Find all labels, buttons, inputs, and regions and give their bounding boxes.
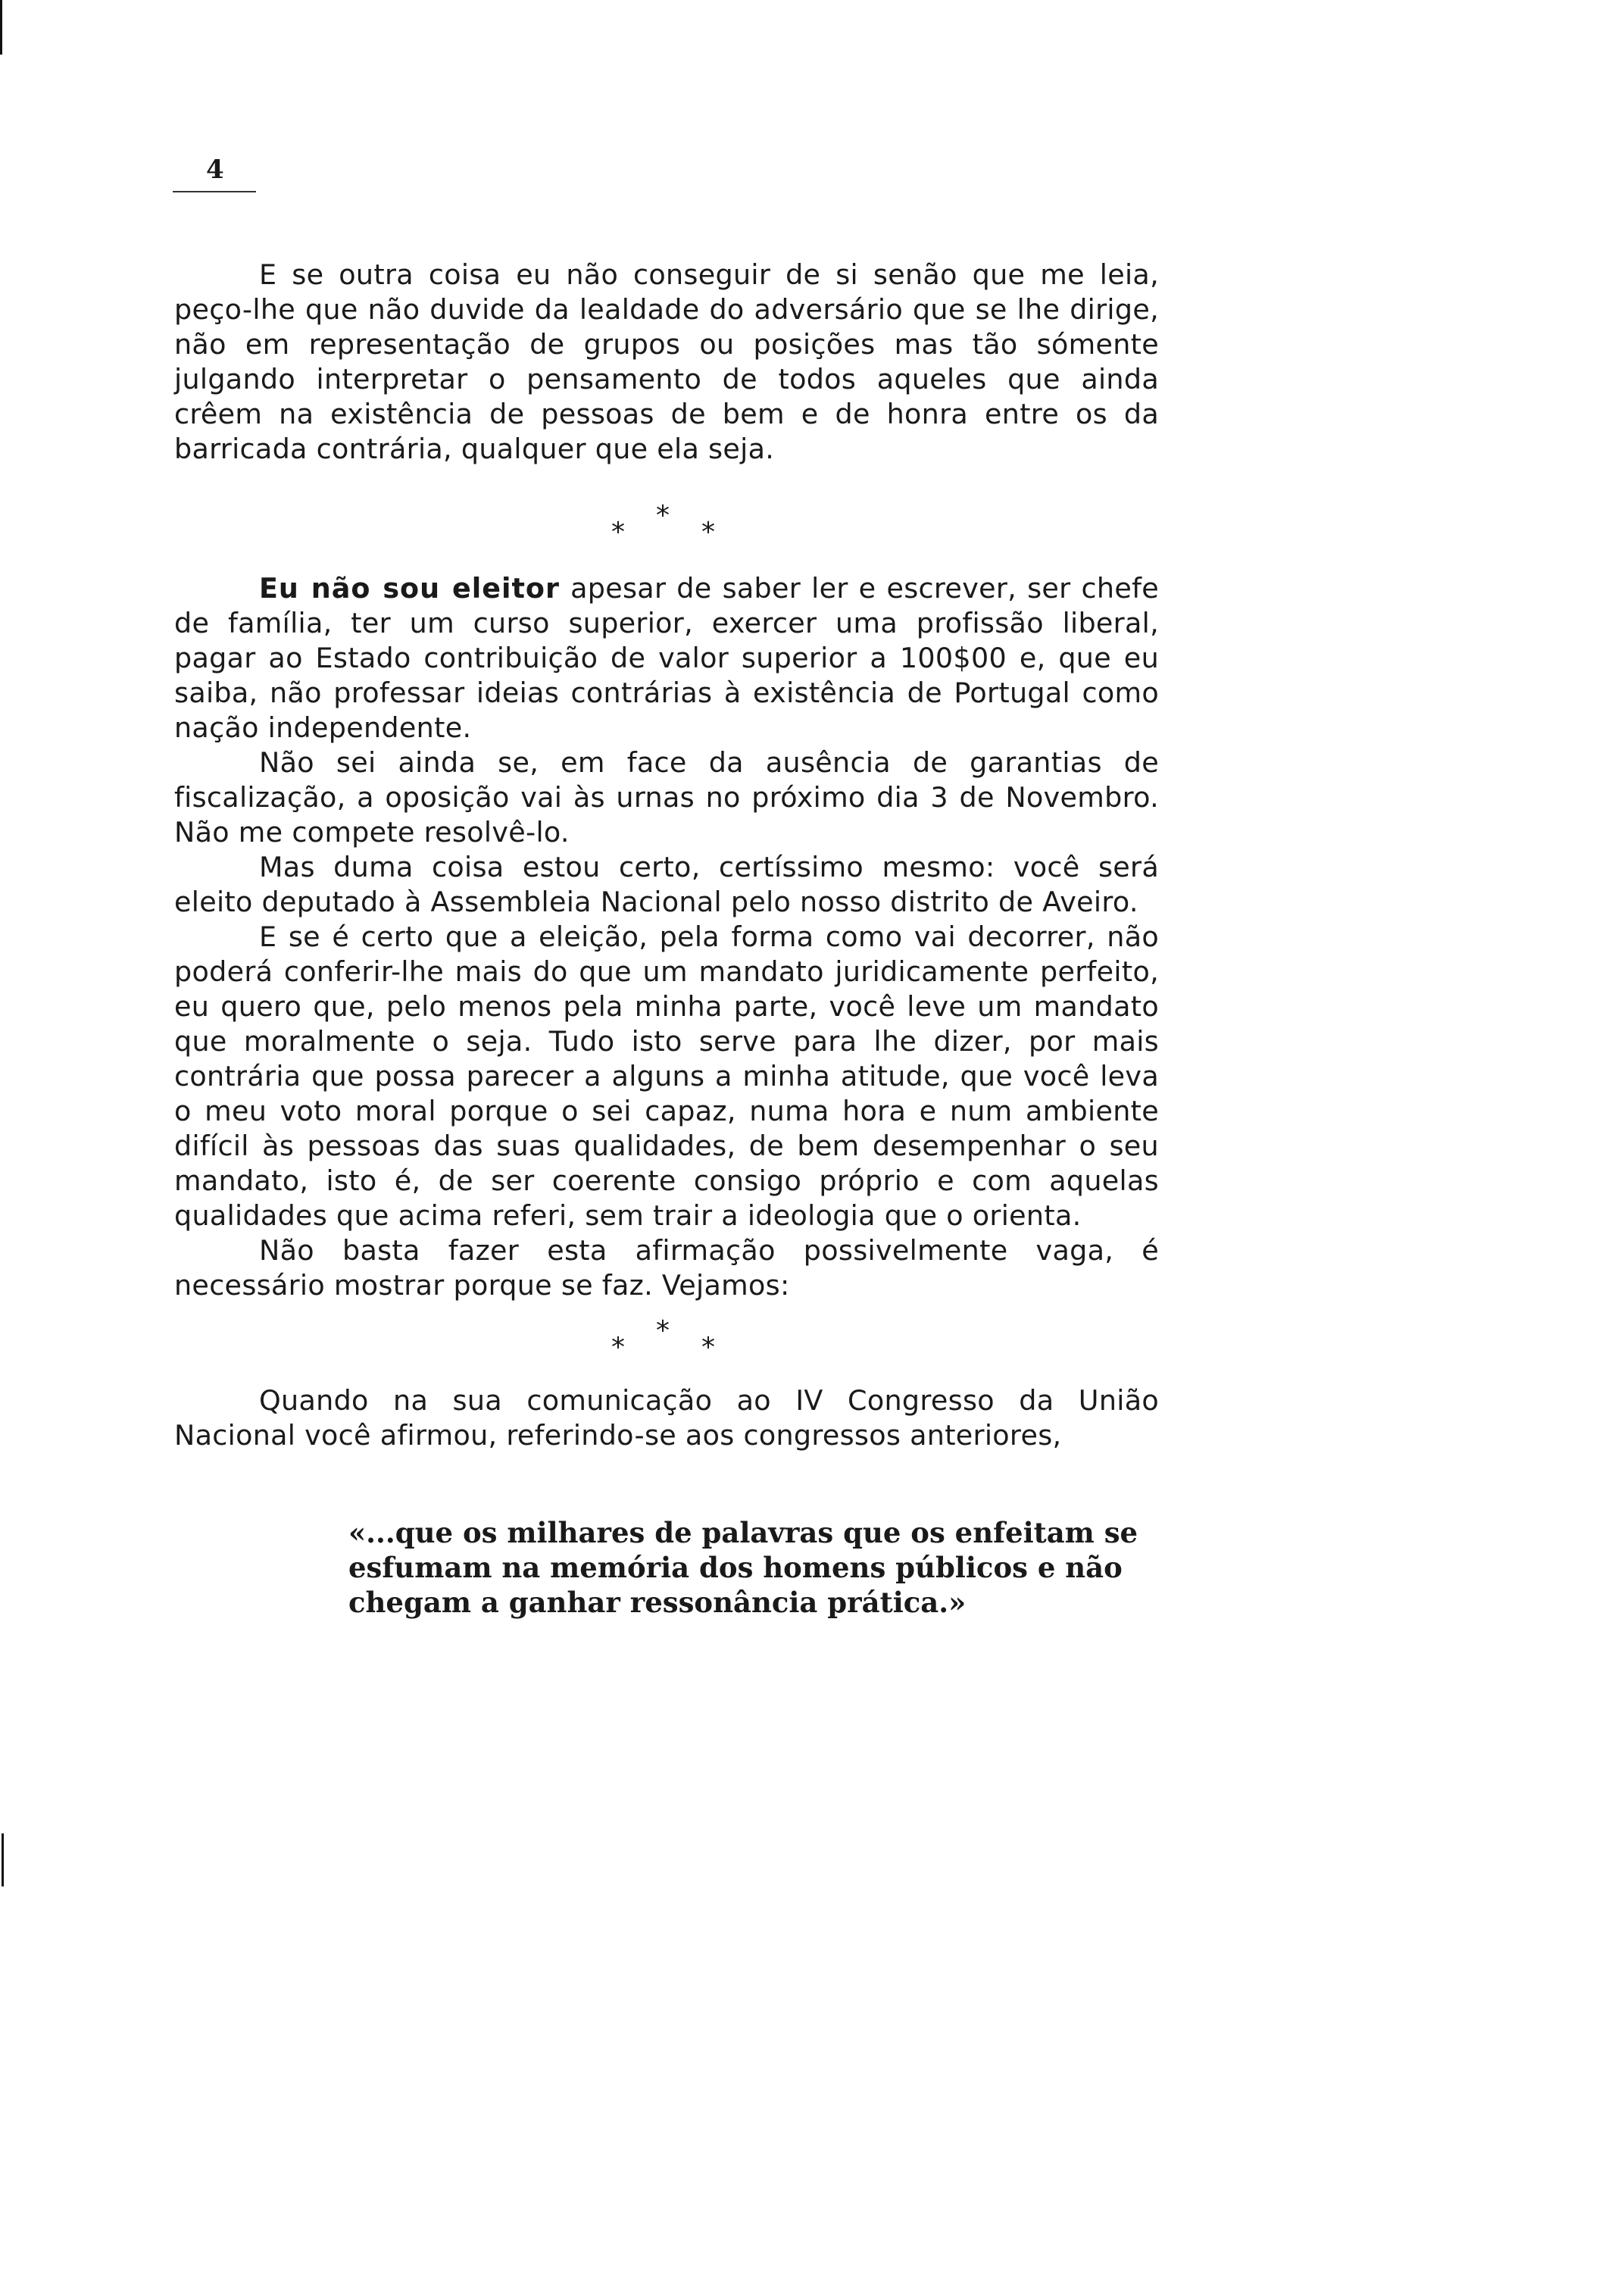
scan-edge-mark-top bbox=[0, 0, 2, 55]
section-congress bbox=[174, 1383, 1159, 1453]
paragraph-7: Quando na sua comunicação ao IV Congresso da União Nacional você afirmou, referindo-se aos congressos anteriores, bbox=[174, 1384, 1159, 1452]
page-number-rule bbox=[173, 191, 256, 192]
quote-text: «...que os milhares de palavras que os enfeitam se esfumam na memória dos homens públicos e não chegam a ganhar ressonância prática.» bbox=[348, 1516, 1138, 1619]
asterisk: * bbox=[701, 517, 715, 548]
paragraph-2-text: apesar de saber ler e escrever, ser chefe de família, ter um curso superior, exercer uma profissão liberal, pagar ao Estado contribuição de valor superior a 100$00 e, que eu saiba, não professar ideias contrárias à existência de Portugal como nação independente. bbox=[174, 572, 1159, 744]
asterisk: * bbox=[656, 1315, 670, 1346]
paragraph-2 bbox=[174, 571, 1159, 745]
page-number: 4 bbox=[206, 155, 224, 185]
block-quote bbox=[348, 1515, 1212, 1620]
scan-edge-mark-left bbox=[2, 1833, 4, 1886]
asterisk: * bbox=[656, 500, 670, 531]
asterisk: * bbox=[611, 517, 625, 548]
section-main bbox=[174, 571, 1159, 1303]
paragraph-6: Não basta fazer esta afirmação possivelmente vaga, é necessário mostrar porque se faz. Vejamos: bbox=[174, 1234, 1159, 1302]
section-separator-2 bbox=[576, 1315, 727, 1368]
asterisk: * bbox=[701, 1332, 715, 1363]
paragraph-4: Mas duma coisa estou certo, certíssimo mesmo: você será eleito deputado à Assembleia Nacional pelo nosso distrito de Aveiro. bbox=[174, 851, 1159, 918]
paragraph-3: Não sei ainda se, em face da ausência de garantias de fiscalização, a oposição vai às urnas no próximo dia 3 de Novembro. Não me compete resolvê-lo. bbox=[174, 746, 1159, 849]
paragraph-1: E se outra coisa eu não conseguir de si senão que me leia, peço-lhe que não duvide da lealdade do adversário que se lhe dirige, não em representação de grupos ou posições mas tão sómente julgando interpretar o pensamento de todos aqueles que ainda crêem na existência de pessoas de bem e de honra entre os da barricada contrária, qualquer que ela seja. bbox=[174, 258, 1159, 465]
section-separator-1 bbox=[576, 500, 727, 553]
paragraph-5: E se é certo que a eleição, pela forma como vai decorrer, não poderá conferir-lhe mais do que um mandato juridicamente perfeito, eu quero que, pelo menos pela minha parte, você leve um mandato que moralmente o seja. Tudo isto serve para lhe dizer, por mais contrária que possa parecer a alguns a minha atitude, que você leva o meu voto moral porque o sei capaz, numa hora e num ambiente difícil às pessoas das suas qualidades, de bem desempenhar o seu mandato, isto é, de ser coerente consigo próprio e com aquelas qualidades que acima referi, sem trair a ideologia que o orienta. bbox=[174, 920, 1159, 1232]
paragraph-opening bbox=[174, 258, 1159, 467]
asterisk: * bbox=[611, 1332, 625, 1363]
paragraph-2-lead: Eu não sou eleitor bbox=[259, 572, 561, 605]
